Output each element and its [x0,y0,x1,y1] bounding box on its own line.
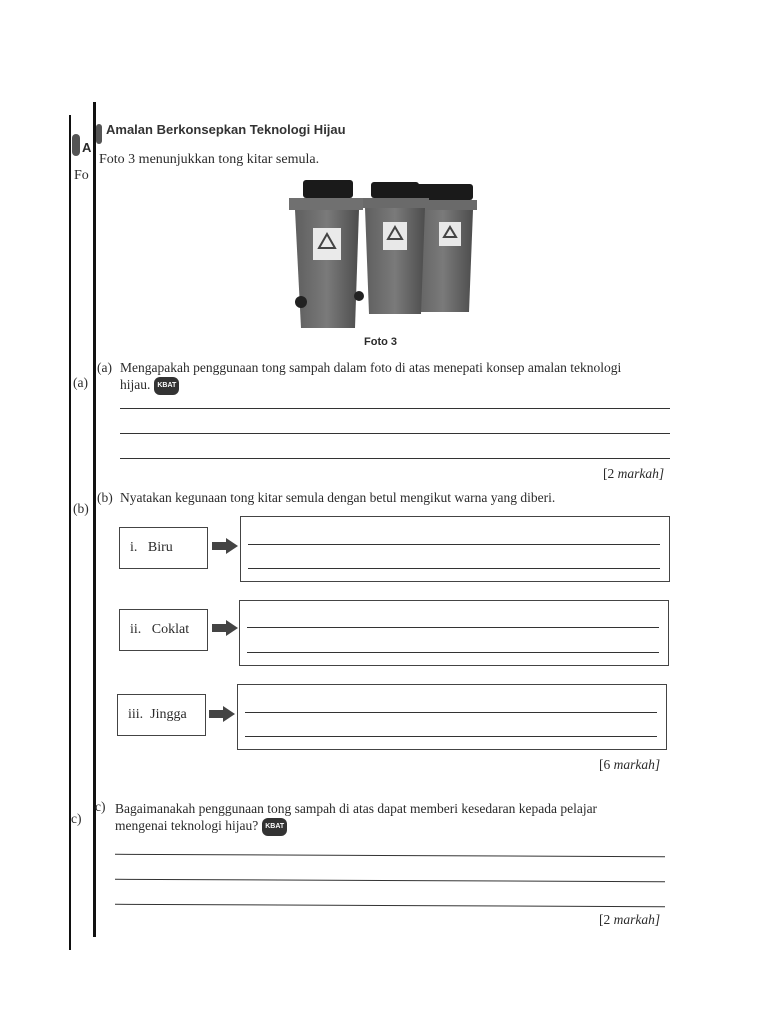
marks-c-word: markah] [613,912,661,927]
marks-a [603,466,664,482]
answer-line-biru-2[interactable] [248,568,660,569]
question-c-text-line2 [115,818,287,836]
arrow-right-icon [212,620,238,636]
answer-line-jingga-2[interactable] [245,736,657,737]
section-heading: Amalan Berkonsepkan Teknologi Hijau [106,122,346,137]
kbat-badge-a: KBAT [154,377,179,395]
answer-line-c1[interactable] [115,854,665,857]
answer-line-biru-1[interactable] [248,544,660,545]
cut-letter-a: A [82,140,92,155]
item-coklat-label: ii. Coklat [119,609,208,651]
item-biru-label: i. Biru [119,527,208,569]
kbat-badge-c: KBAT [262,818,287,836]
marks-a-word: markah] [617,466,665,481]
question-b-text: Nyatakan kegunaan tong kitar semula dengan betul mengikut warna yang diberi. [120,490,556,505]
side-label-a: (a) [73,375,88,390]
question-c-text-line1: Bagaimanakah penggunaan tong sampah di atas dapat memberi kesedaran kepada pelajar [115,801,598,816]
question-a-text-line2 [120,377,179,395]
cut-text-fo: Fo [74,168,89,183]
answer-line-jingga-1[interactable] [245,712,657,713]
answer-line-a2[interactable] [120,433,670,434]
answer-box-coklat[interactable] [239,600,669,666]
question-a-text-line1: Mengapakah penggunaan tong sampah dalam foto di atas menepati konsep amalan teknologi [120,360,622,375]
answer-line-a1[interactable] [120,408,670,409]
intro-text: Foto 3 menunjukkan tong kitar semula. [99,152,320,167]
heading-marker-right [96,124,102,144]
photo-caption: Foto 3 [364,336,397,348]
answer-line-coklat-2[interactable] [247,652,659,653]
bin-left [289,180,364,328]
answer-line-c3[interactable] [115,904,665,907]
arrow-right-icon [212,538,238,554]
marks-c-num: [2 [599,912,611,927]
answer-box-jingga[interactable] [237,684,667,750]
answer-line-c2[interactable] [115,879,665,882]
bin-middle [361,182,429,314]
side-label-c: c) [71,811,82,826]
side-label-b: (b) [73,501,89,516]
answer-line-coklat-1[interactable] [247,627,659,628]
recycle-bins-photo [285,178,485,338]
marks-b [599,757,660,773]
marks-b-num: [6 [599,757,611,772]
answer-box-biru[interactable] [240,516,670,582]
question-b-label: (b) [97,490,113,505]
item-jingga-label: iii. Jingga [117,694,206,736]
arrow-right-icon [209,706,235,722]
marks-a-num: [2 [603,466,615,481]
question-c-label: c) [95,799,106,814]
question-a-label: (a) [97,360,112,375]
question-c-text-line2-text: mengenai teknologi hijau? [115,818,259,834]
marks-b-word: markah] [613,757,661,772]
marks-c [599,912,660,928]
question-a-text-line2-text: hijau. [120,377,151,393]
answer-line-a3[interactable] [120,458,670,459]
heading-marker-left [72,134,80,156]
